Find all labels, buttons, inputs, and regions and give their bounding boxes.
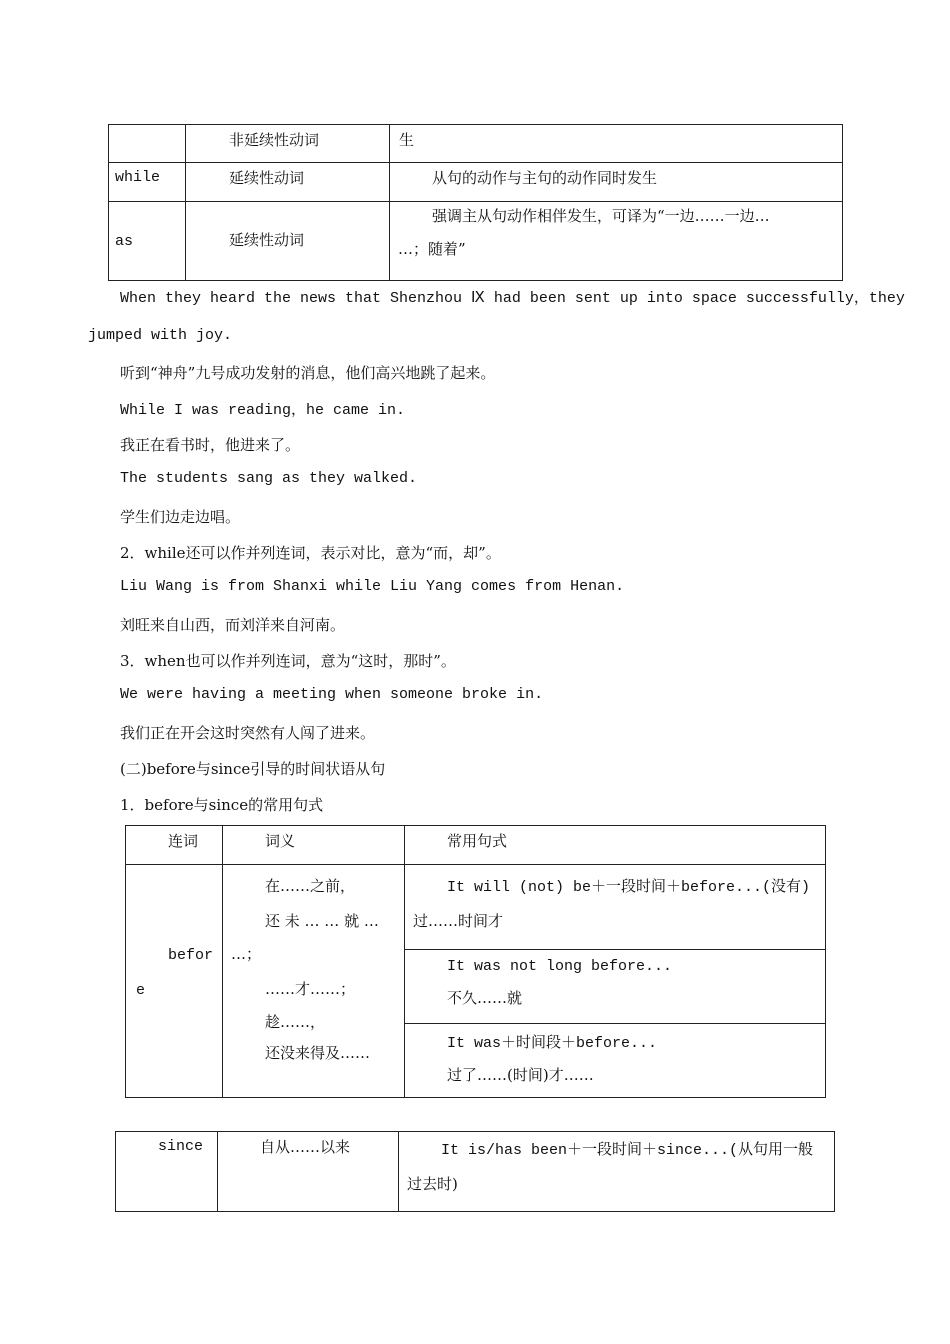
since-table bbox=[115, 1131, 835, 1212]
example-1-english-line-1: When they heard the news that Shenzhou Ⅸ had been sent up into space successfully，they bbox=[120, 290, 905, 307]
t2-meaning-cell: 在……之前， 还 未 … … 就 … …； ……才……； 趁……， 还没来得及…… bbox=[223, 865, 405, 1098]
t2-pattern-cell: It was not long before... 不久……就 bbox=[405, 950, 826, 1024]
point-2-1: 1．before与since的常用句式 bbox=[120, 796, 324, 814]
t3-meaning-cell: 自从……以来 bbox=[218, 1132, 399, 1212]
t1-meaning-cell: 生 bbox=[390, 125, 843, 163]
t1-verb-cell: 延续性动词 bbox=[186, 163, 390, 202]
example-2-english: While I was reading，he came in. bbox=[120, 402, 406, 419]
example-5-english: We were having a meeting when someone broke in. bbox=[120, 686, 544, 703]
point-3: 3．when也可以作并列连词，意为“这时，那时”。 bbox=[120, 652, 456, 670]
t1-conj-cell bbox=[109, 125, 186, 163]
example-3-english: The students sang as they walked. bbox=[120, 470, 418, 487]
example-4-chinese: 刘旺来自山西，而刘洋来自河南。 bbox=[120, 616, 346, 634]
t3-conj-cell: since bbox=[116, 1132, 218, 1212]
t1-conj-cell: as bbox=[109, 202, 186, 281]
t1-meaning-cell: 从句的动作与主句的动作同时发生 bbox=[390, 163, 843, 202]
t2-header-conj: 连词 bbox=[126, 826, 223, 865]
t2-header-pattern: 常用句式 bbox=[405, 826, 826, 865]
example-1-english-line-2: jumped with joy. bbox=[88, 327, 233, 344]
section-heading: (二)before与since引导的时间状语从句 bbox=[120, 760, 386, 778]
t2-conj-cell: befor e bbox=[126, 865, 223, 1098]
example-5-chinese: 我们正在开会这时突然有人闯了进来。 bbox=[120, 724, 376, 742]
t3-pattern-cell: It is/has been＋一段时间＋since...(从句用一般 过去时) bbox=[399, 1132, 835, 1212]
t2-pattern-cell: It was＋时间段＋before... 过了……(时间)才…… bbox=[405, 1024, 826, 1098]
t1-verb-cell: 非延续性动词 bbox=[186, 125, 390, 163]
example-2-chinese: 我正在看书时，他进来了。 bbox=[120, 436, 301, 454]
example-4-english: Liu Wang is from Shanxi while Liu Yang comes from Henan. bbox=[120, 578, 625, 595]
point-2: 2．while还可以作并列连词，表示对比，意为“而，却”。 bbox=[120, 544, 501, 562]
before-table bbox=[125, 825, 826, 1098]
t1-verb-cell: 延续性动词 bbox=[186, 202, 390, 281]
t1-meaning-cell: 强调主从句动作相伴发生，可译为“一边……一边… …；随着” bbox=[390, 202, 843, 281]
t1-conj-cell: while bbox=[109, 163, 186, 202]
t2-header-meaning: 词义 bbox=[223, 826, 405, 865]
example-1-chinese: 听到“神舟”九号成功发射的消息，他们高兴地跳了起来。 bbox=[120, 364, 496, 382]
t2-pattern-cell: It will (not) be＋一段时间＋before...(没有) 过……时间才 bbox=[405, 865, 826, 950]
example-3-chinese: 学生们边走边唱。 bbox=[120, 508, 241, 526]
conjunction-table-1 bbox=[108, 124, 843, 281]
